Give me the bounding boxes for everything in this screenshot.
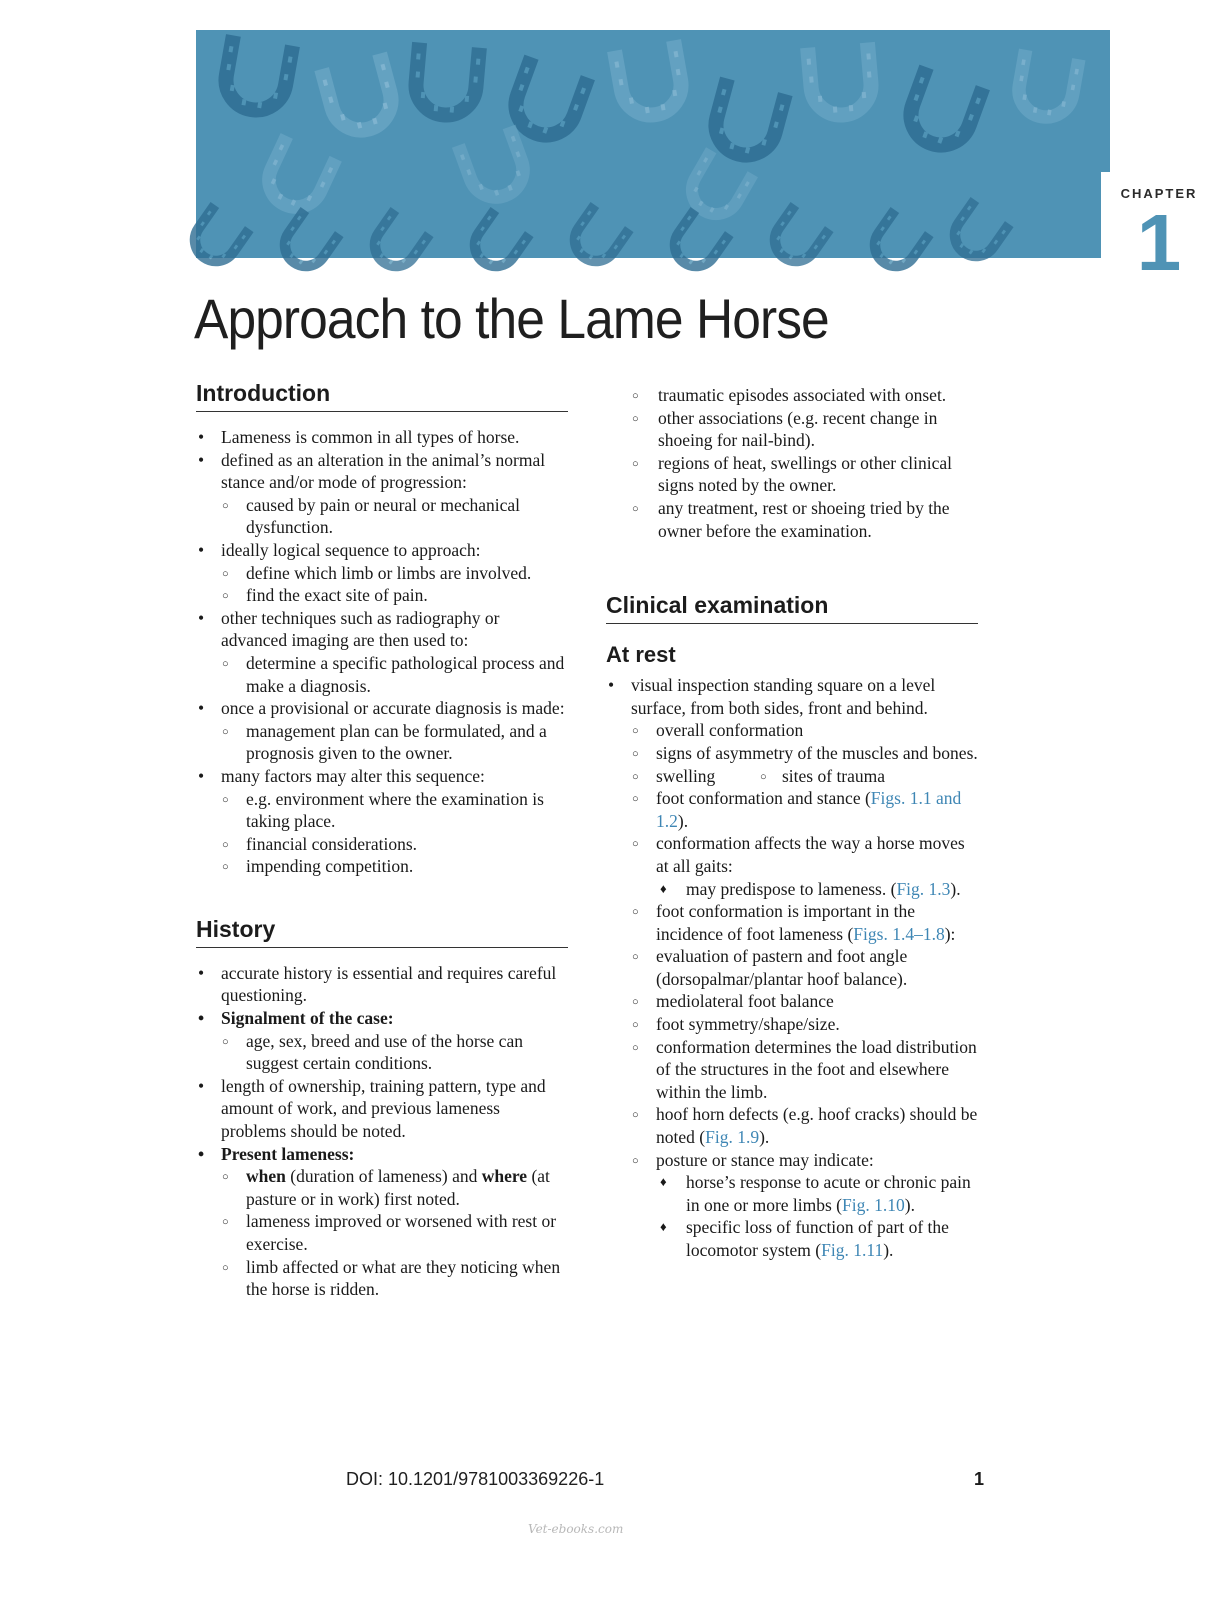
history-list: [196, 962, 568, 1301]
horseshoe-icon: [613, 40, 688, 120]
list-item: ○ e.g. environment where the examination is taking place.: [196, 788, 568, 833]
horseshoe-icon: [901, 66, 985, 154]
list-item: [606, 765, 978, 788]
list-item: ○ determine a specific pathological process and make a diagnosis.: [196, 652, 568, 697]
chapter-label: CHAPTER: [1120, 186, 1198, 201]
list-item: • defined as an alteration in the animal’s normal stance and/or mode of progression:: [196, 449, 568, 494]
list-item: • length of ownership, training pattern, type and amount of work, and previous lameness problems should be noted.: [196, 1075, 568, 1143]
horseshoe-icon: [276, 209, 341, 275]
list-item: ○ find the exact site of pain.: [196, 584, 568, 607]
where-term: where: [481, 1166, 528, 1187]
list-item: ○ overall conformation: [606, 719, 978, 742]
list-item: ○ management plan can be formulated, and a prognosis given to the owner.: [196, 720, 568, 765]
horseshoe-icon: [320, 53, 400, 137]
when-term: when: [246, 1166, 286, 1187]
horseshoe-pattern: [196, 30, 1110, 258]
list-item: ♦ horse’s response to acute or chronic pain in one or more limbs (Fig. 1.10).: [606, 1171, 978, 1216]
list-item: [196, 1165, 568, 1210]
list-item: ○ impending competition.: [196, 855, 568, 878]
sites-of-trauma-text: ○ sites of trauma: [782, 765, 885, 788]
at-rest-heading: At rest: [606, 642, 676, 668]
left-column: [196, 380, 568, 1301]
history-list-continued: [606, 384, 978, 542]
list-item: ○ regions of heat, swellings or other clinical signs noted by the owner.: [606, 452, 978, 497]
figure-link[interactable]: Fig. 1.9: [705, 1127, 760, 1148]
list-item: ○ limb affected or what are they noticing when the horse is ridden.: [196, 1256, 568, 1301]
list-item: ○ foot symmetry/shape/size.: [606, 1013, 978, 1036]
watermark-logo: Vet-ebooks.com: [528, 1522, 624, 1536]
figure-link[interactable]: Fig. 1.10: [842, 1194, 905, 1215]
list-item: ○ caused by pain or neural or mechanical dysfunction.: [196, 494, 568, 539]
list-item: ○ financial considerations.: [196, 833, 568, 856]
list-item: ○ hoof horn defects (e.g. hoof cracks) should be noted (Fig. 1.9).: [606, 1103, 978, 1148]
list-item: ○ signs of asymmetry of the muscles and bones.: [606, 742, 978, 765]
horseshoe-icon: [566, 204, 631, 270]
list-item: ○ any treatment, rest or shoeing tried by the owner before the examination.: [606, 497, 978, 542]
horseshoe-icon: [806, 42, 876, 117]
list-item: • other techniques such as radiography or advanced imaging are then used to:: [196, 607, 568, 652]
list-item: • visual inspection standing square on a level surface, from both sides, front and behind.: [606, 674, 978, 719]
figure-link[interactable]: Figs. 1.1 and 1.2: [656, 788, 962, 831]
list-item: • accurate history is essential and requires careful questioning.: [196, 962, 568, 1007]
list-item: ○ define which limb or limbs are involved.: [196, 562, 568, 585]
chapter-banner: [196, 30, 1198, 287]
when-text: (duration of lameness) and: [285, 1166, 482, 1187]
horseshoe-icon: [412, 42, 482, 117]
horseshoe-icon: [707, 78, 787, 162]
list-item: • ideally logical sequence to approach:: [196, 539, 568, 562]
present-lameness-label: • Present lameness:: [196, 1143, 568, 1166]
introduction-heading: Introduction: [196, 380, 568, 412]
signalment-label: • Signalment of the case:: [196, 1007, 568, 1030]
horseshoe-icon: [219, 35, 294, 115]
chapter-box: [1101, 172, 1217, 288]
horseshoe-icon: [186, 204, 251, 270]
horseshoe-icon: [946, 199, 1011, 265]
horseshoe-icon: [766, 204, 831, 270]
figure-link[interactable]: Fig. 1.11: [821, 1240, 884, 1260]
horseshoe-icon: [466, 209, 531, 275]
list-item: ○ foot conformation is important in the incidence of foot lameness (Figs. 1.4–1.8):: [606, 900, 978, 945]
history-heading: History: [196, 916, 568, 948]
list-item: ♦ specific loss of function of part of the locomotor system (Fig. 1.11).: [606, 1216, 978, 1261]
list-item: • many factors may alter this sequence:: [196, 765, 568, 788]
list-item: ○ lameness improved or worsened with rest or exercise.: [196, 1210, 568, 1255]
right-column: [606, 384, 978, 1262]
list-item: ○ traumatic episodes associated with onset.: [606, 384, 978, 407]
clinical-list: [606, 674, 978, 1261]
list-item: ○ mediolateral foot balance: [606, 990, 978, 1013]
list-item: ○ other associations (e.g. recent change in shoeing for nail-bind).: [606, 407, 978, 452]
list-item: • Lameness is common in all types of horse.: [196, 426, 568, 449]
introduction-list: [196, 426, 568, 878]
where-text: (at pasture or in work) first noted.: [246, 1166, 550, 1209]
page-number: 1: [974, 1469, 985, 1489]
doi-text: DOI: 10.1201/9781003369226-1: [346, 1469, 605, 1489]
list-item: ○ age, sex, breed and use of the horse can suggest certain conditions.: [196, 1030, 568, 1075]
list-item: ○ evaluation of pastern and foot angle (dorsopalmar/plantar hoof balance).: [606, 945, 978, 990]
figure-link[interactable]: Figs. 1.4–1.8: [853, 923, 945, 944]
figure-link[interactable]: Fig. 1.3: [896, 878, 951, 899]
horseshoe-icon: [1013, 50, 1081, 122]
chapter-number: 1: [1136, 198, 1182, 287]
horseshoe-icon: [457, 126, 533, 205]
swelling-text: swelling: [656, 765, 716, 786]
list-item: ○ posture or stance may indicate:: [606, 1149, 978, 1172]
list-item: ○ foot conformation and stance (Figs. 1.1 and 1.2).: [606, 787, 978, 832]
list-item: ○ conformation affects the way a horse moves at all gaits:: [606, 832, 978, 877]
horseshoe-icon: [866, 209, 931, 275]
horseshoe-icon: [506, 56, 590, 144]
list-item: • once a provisional or accurate diagnosis is made:: [196, 697, 568, 720]
clinical-examination-heading: Clinical examination: [606, 592, 978, 624]
list-item: ♦ may predispose to lameness. (Fig. 1.3).: [606, 878, 978, 901]
horseshoe-icon: [366, 209, 431, 275]
page-title: Approach to the Lame Horse: [194, 287, 829, 350]
horseshoe-icon: [258, 135, 337, 216]
list-item: ○ conformation determines the load distribution of the structures in the foot and elsewhere within the limb.: [606, 1036, 978, 1104]
